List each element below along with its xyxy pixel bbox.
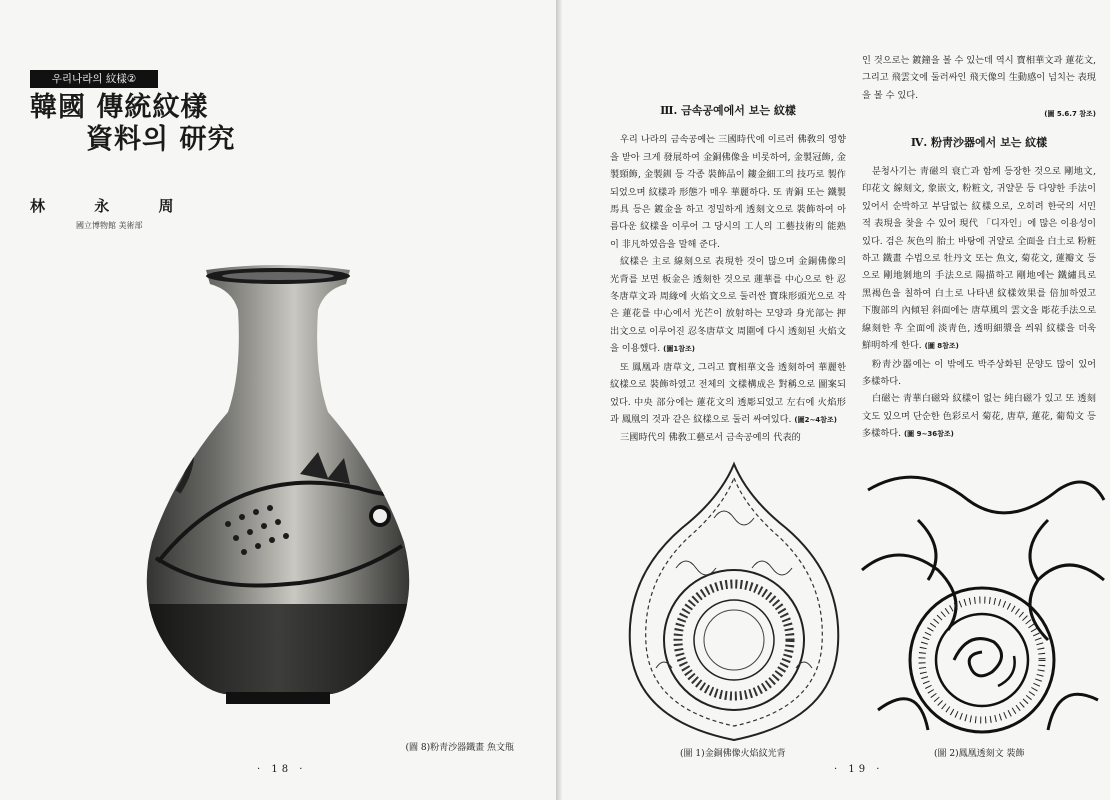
author-affiliation: 國立博物館 美術部 — [76, 221, 143, 230]
section-3-paragraph-1: 우리 나라의 금속공예는 三國時代에 이르러 佛敎의 영향을 받아 크게 發展하여 金銅佛像을 비롯하여, 金製冠飾, 金製頸飾, 金製釧 등 각종 裝飾品이 鏤金細工의 技巧로 製作되었으며 紋樣과 形態가 매우 華麗하다. 또 靑銅 또는 鐵製馬具 등은 鍍金을 하고 정밀하게 透刻文으로 裝飾하여 아름다운 紋樣을 이루어 그 당시의 工人의 工藝技術의 能熟이 非凡하였음을 말해 준다. — [610, 134, 846, 250]
title-line-2: 資料의 研究 — [86, 124, 236, 155]
author-name: 林 永 周 — [30, 197, 196, 215]
section-3-paragraph-2: 紋樣은 主로 線刻으로 表現한 것이 많으며 金銅佛像의 光背를 보면 板金은 透刻한 것으로 蓮華를 中心으로 한 忍冬唐草文과 周緣에 火焰文으로 둘러싼 寶珠形頭光으로 작은 蓮花를 中心에서 光芒이 放射하는 모양과 身光部는 押出文으로 이루어진 忍冬唐草文 周圍에 다시 透刻된 火焰文을 이용했다. (圖1참조) — [610, 256, 846, 355]
section-3-heading: Ⅲ. 금속공예에서 보는 紋樣 — [660, 104, 796, 117]
section-3-paragraph-3: 또 鳳凰과 唐草文, 그리고 寶相華文을 透刻하여 華麗한 紋樣으로 裝飾하였고 전체의 文樣構成은 對稱으로 圖案되었다. 中央 部分에는 蓮花文의 透彫되었고 左右에 火焰形과 鳳凰의 것과 같은 紋樣으로 둘러 싸여있다. (圖2~4참조) — [610, 361, 846, 425]
section-4-paragraph-1: 분청사기는 靑磁의 衰亡과 함께 등장한 것으로 剛地文, 印花文 線刻文, 象嵌文, 粉粧文, 귀얄문 등 다양한 手法이 있어서 순박하고 부담없는 紋樣으로, 오히려 한국의 서민적 表現을 찾을 수 있어 現代 「디자인」에 많은 이용성이 있다. 검은 灰色의 胎土 바탕에 귀얄로 全面을 白土로 粉粧하고 鐵畫 수법으로 牡丹文 또는 魚文, 菊花文, 蓮瓣文 등으로 剛地剝地의 手法으로 陽描하고 剛地에는 鐵繡具로 黑褐色을 칠하여 白土로 나타낸 紋樣效果를 倍加하였고 下腹部의 內傾된 斜面에는 唐草風의 雲文을 彫花手法으로 線刻한 후 全面에 淡靑色, 透明細漿을 씌워 紋樣을 더욱 鮮明하게 한다. (圖 8참조) — [862, 166, 1096, 352]
figure-reference: (圖2~4참조) — [794, 415, 837, 424]
figure-2-drawing — [858, 460, 1106, 746]
article-title — [30, 92, 235, 156]
figure-2-caption: (圖 2)鳳凰透刻文 裝飾 — [934, 749, 1025, 759]
page-number-right: · 19 · — [834, 764, 884, 775]
figure-reference: (圖 9~36참조) — [903, 430, 954, 439]
page-number-left: · 18 · — [257, 764, 307, 775]
figure-1-drawing — [616, 458, 852, 744]
section-4-heading: Ⅳ. 粉靑沙器에서 보는 紋樣 — [910, 135, 1048, 149]
text-column-left — [610, 96, 846, 447]
section-4-paragraph-3: 白磁는 靑華白磁와 紋樣이 없는 純白磁가 있고 또 透刻文도 있으며 단순한 色彩로서 菊花, 唐草, 蓮花, 葡萄文 등 多樣하다. (圖 9~36참조) — [862, 393, 1096, 440]
figure-1-caption: (圖 1)金銅佛像火焰紋光背 — [680, 749, 786, 759]
title-line-1: 韓國 傳統紋樣 — [30, 92, 209, 123]
figure-reference: (圖 8참조) — [924, 342, 959, 351]
section-4-paragraph-2: 粉靑沙器에는 이 밖에도 박주상화된 문양도 많이 있어 多樣하다. — [862, 358, 1096, 387]
text-column-right — [862, 52, 1096, 444]
section-3-paragraph-4: 三國時代의 佛敎工藝로서 금속공예의 代表的 — [620, 432, 801, 444]
series-label: 우리나라의 紋樣② — [30, 70, 158, 88]
vase-photo — [118, 262, 438, 732]
continued-paragraph: 인 것으로는 鍍鐘을 볼 수 있는데 역시 寶相華文과 蓮花文, 그리고 飛雲文에 둘러싸인 飛天像의 生動感이 넘치는 表現을 볼 수 있다. — [862, 55, 1096, 101]
right-page — [562, 0, 1110, 800]
figure-reference: (圖1참조) — [663, 345, 695, 354]
vase-caption: (圖 8)粉靑沙器鐵畫 魚文甁 — [405, 743, 514, 753]
figure-reference: (圖 5.6.7 참조) — [1044, 110, 1096, 119]
